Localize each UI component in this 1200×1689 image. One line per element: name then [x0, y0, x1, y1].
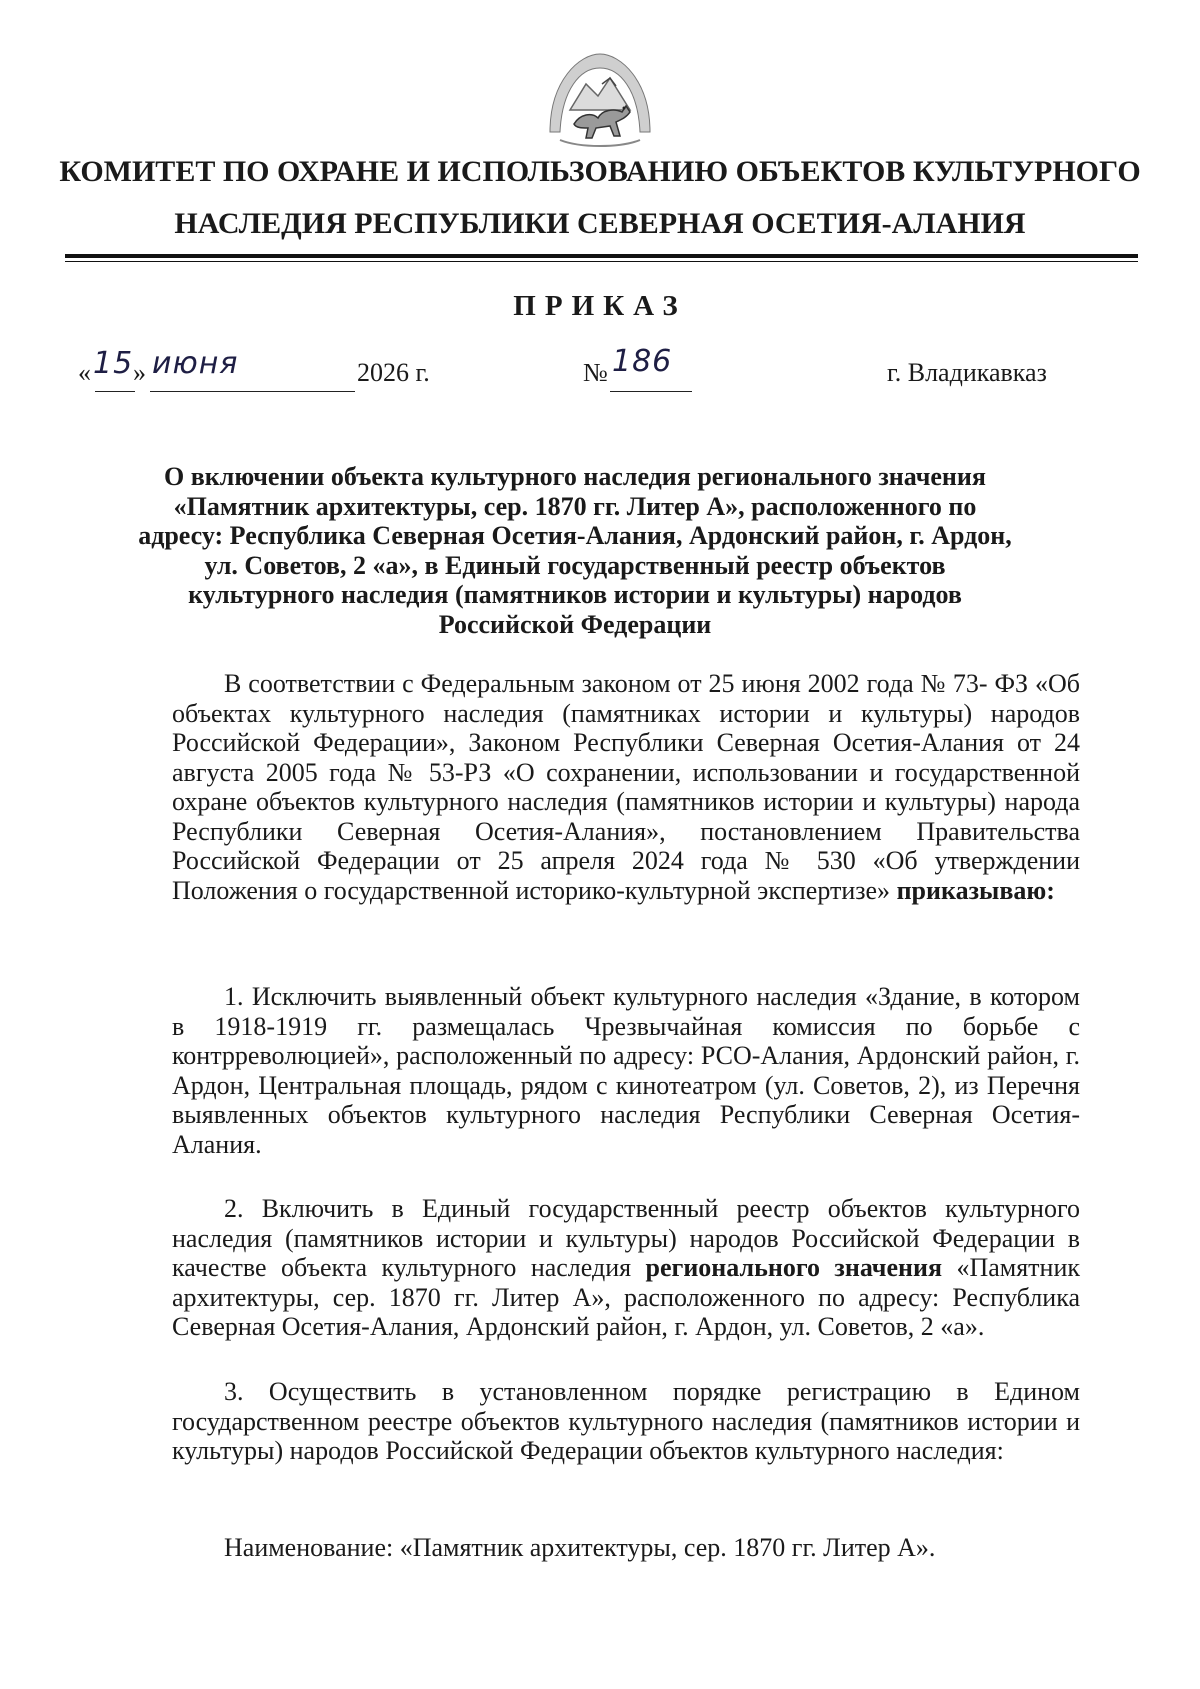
order-number-sign: № [583, 358, 608, 387]
header-line-2: НАСЛЕДИЯ РЕСПУБЛИКИ СЕВЕРНАЯ ОСЕТИЯ-АЛАНИЯ [174, 207, 1026, 240]
preamble-paragraph [172, 669, 1080, 905]
date-month-handwritten: июня [152, 346, 239, 381]
order-subject-heading: О включении объекта культурного наследия регионального значения «Памятник архитектуры, сер. 1870 гг. Литер А», расположенного по адресу: Республика Северная Осетия-Алания, Ардонский район, г. Ардон, ул. Советов, 2 «а», в Единый государственный реестр объектов культурного наследия (памятников истории и культуры) народов Российской Федерации [138, 462, 1012, 639]
city: г. Владикавказ [887, 358, 1047, 387]
coat-of-arms-emblem [540, 40, 660, 160]
header-line-1: КОМИТЕТ ПО ОХРАНЕ И ИСПОЛЬЗОВАНИЮ ОБЪЕКТОВ КУЛЬТУРНОГО [59, 155, 1141, 188]
header-rule-thick [65, 254, 1138, 258]
preamble-order-word: приказываю: [896, 875, 1055, 905]
date-day-handwritten: 15 [93, 346, 134, 381]
item-2-bold-text: регионального значения [645, 1253, 943, 1282]
item-1-paragraph: 1. Исключить выявленный объект культурного наследия «Здание, в котором в 1918-1919 гг. размещалась Чрезвычайная комиссия по борьбе с контрреволюцией», расположенный по адресу: РСО-Алания, Ардонский район, г. Ардон, Центральная площадь, рядом с кинотеатром (ул. Советов, 2), из Перечня выявленных объектов культурного наследия Республики Северная Осетия-Алания. [172, 982, 1080, 1159]
preamble-text: В соответствии с Федеральным законом от 25 июня 2002 года № 73- ФЗ «Об объектах культурного наследия (памятниках истории и культуры) народов Российской Федерации», Законом Республики Северная Осетия-Алания от 24 августа 2005 года № 53-РЗ «О сохранении, использовании и государственной охране объектов культурного наследия (памятников истории и культуры) народа Республики Северная Осетия-Алания», постановлением Правительства Российской Федерации от 25 апреля 2024 года № 530 «Об утверждении Положения о государственной историко-культурной экспертизе» [172, 669, 1080, 905]
item-3-paragraph: 3. Осуществить в установленном порядке регистрацию в Едином государственном реестре объектов культурного наследия (памятников истории и культуры) народов Российской Федерации объектов культурного наследия: [172, 1377, 1080, 1465]
date-year: 2026 г. [357, 358, 430, 387]
date-day-underline [95, 391, 135, 392]
order-number-handwritten: 186 [612, 344, 673, 379]
item-2-text-b: «Памятник архитектуры, сер. 1870 гг. Литер А», расположенного по адресу: Республика Северная Осетия-Алания, Ардонский район, г. Ардон, ул. Советов, 2 «а». [172, 1253, 1081, 1341]
date-close-quote: » [133, 358, 146, 387]
header-rule-thin [65, 261, 1138, 262]
date-open-quote: « [78, 358, 91, 387]
object-name-line: Наименование: «Памятник архитектуры, сер. 1870 гг. Литер А». [224, 1533, 936, 1562]
item-2-text-a: 2. Включить в Единый государственный реестр объектов культурного наследия (памятников истории и культуры) народов Российской Федерации в качестве объекта культурного наследия [172, 1194, 1080, 1282]
date-month-underline [150, 391, 355, 392]
item-2-paragraph [172, 1194, 1080, 1342]
order-title: ПРИКАЗ [513, 290, 687, 322]
order-number-underline [610, 391, 692, 392]
